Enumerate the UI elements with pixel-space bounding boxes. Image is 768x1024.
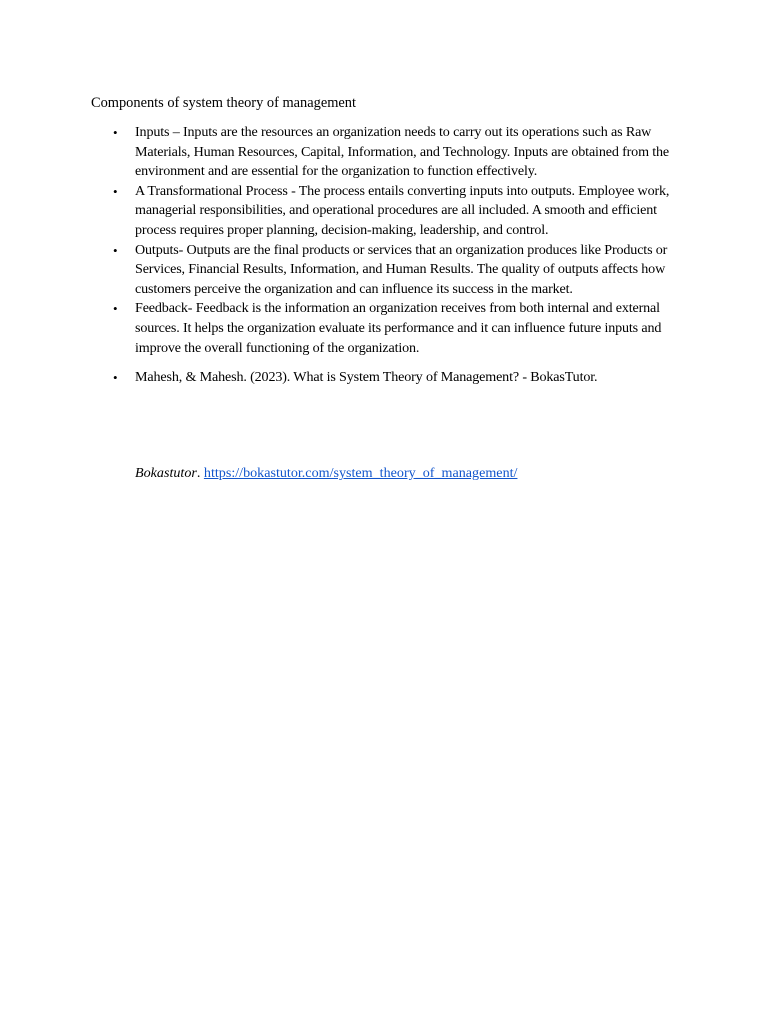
list-item-feedback	[0, 299, 768, 358]
reference-separator: .	[196, 465, 204, 481]
list-item-text: Outputs- Outputs are the final products or services that an organization produces like Products or Services, Financial Results, Information, and Human Results. The quality of outputs affects how customers perceive the organization and can influence its success in the market.	[135, 241, 668, 297]
reference-text: Mahesh, & Mahesh. (2023). What is System Theory of Management? - BokasTutor.	[135, 369, 598, 386]
list-item-text: Feedback- Feedback is the information an organization receives from both internal and external sources. It helps the organization evaluate its performance and it can influence future inputs and improve the overall functioning of the organization.	[135, 300, 662, 356]
reference-citation	[135, 464, 517, 484]
document-heading: Components of system theory of management	[91, 95, 356, 111]
list-item-text: A Transformational Process - The process entails converting inputs into outputs. Employee work, managerial responsibilities, and operational procedures are all included. A smooth and efficient process requires proper planning, decision-making, leadership, and control.	[135, 182, 670, 238]
components-list	[0, 123, 768, 388]
list-item-text: Inputs – Inputs are the resources an organization needs to carry out its operations such as Raw Materials, Human Resources, Capital, Information, and Technology. Inputs are obtained from the environment and are essential for the organization to function effectively.	[135, 124, 670, 180]
reference-link[interactable]: https://bokastutor.com/system_theory_of_management/	[203, 465, 518, 481]
list-item-inputs	[0, 123, 768, 182]
list-item-outputs	[0, 241, 768, 300]
bullet-icon: •	[113, 183, 118, 199]
bullet-icon: •	[113, 242, 118, 258]
bullet-icon: •	[113, 125, 118, 140]
list-item-reference	[0, 368, 768, 388]
reference-journal: Bokastutor	[135, 465, 197, 481]
bullet-icon: •	[113, 370, 118, 386]
bullet-icon: •	[113, 301, 118, 317]
list-item-process	[0, 182, 768, 241]
